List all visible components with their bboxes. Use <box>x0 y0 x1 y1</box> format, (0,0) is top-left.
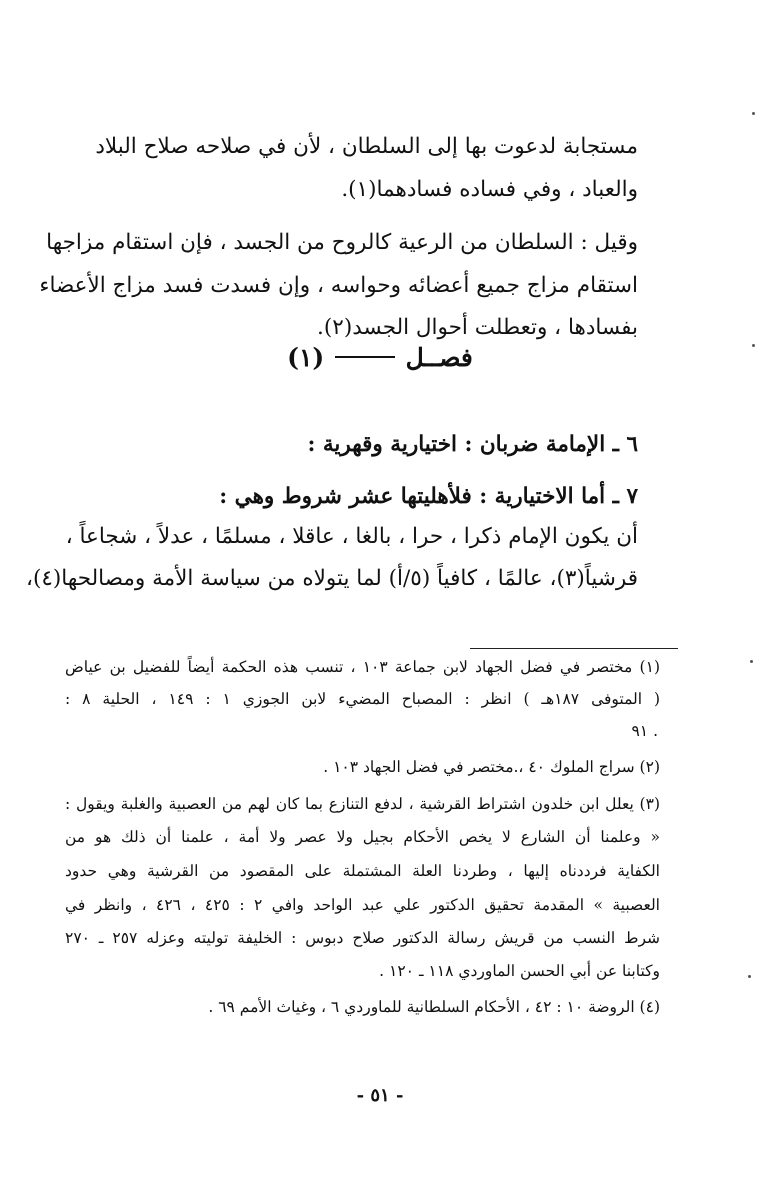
heading-underline <box>335 356 395 358</box>
section-heading-word: فصــل <box>405 343 473 372</box>
footnote-3-line-3: الكفاية فرددناه إليها ، وطردنا العلة المشتملة على المقصود من القرشية وهي حدود <box>65 862 660 880</box>
scan-speck <box>752 344 755 347</box>
paragraph-2-line-3: بفسادها ، وتعطلت أحوال الجسد(٢). <box>317 315 638 340</box>
item-7-line-3: قرشياً(٣)، عالمًا ، كافياً (٥/أ) لما يتولاه من سياسة الأمة ومصالحها(٤)، <box>26 566 638 591</box>
footnote-1-line-3: ٩١ . <box>631 722 658 740</box>
item-7-line-2: أن يكون الإمام ذكرا ، حرا ، بالغا ، عاقلا ، مسلمًا ، عدلاً ، شجاعاً ، <box>65 524 638 549</box>
paragraph-2-line-1: وقيل : السلطان من الرعية كالروح من الجسد ، فإن استقام مزاجها <box>46 230 638 255</box>
item-7: ٧ ـ أما الاختيارية : فلأهليتها عشر شروط وهي : <box>219 484 638 509</box>
paragraph-2-line-2: استقام مزاج جميع أعضائه وحواسه ، وإن فسدت فسد مزاج الأعضاء <box>39 273 638 298</box>
section-heading <box>0 343 760 372</box>
footnote-separator <box>470 648 678 649</box>
footnote-2-line-1: (٢) سراج الملوك ٤٠ ،.مختصر في فضل الجهاد ١٠٣ . <box>323 758 660 776</box>
footnote-3-line-1: (٣) يعلل ابن خلدون اشتراط القرشية ، لدفع التنازع بما كان لهم من العصبية والغلبة ويقول : <box>65 795 660 813</box>
footnote-3-line-2: « وعلمنا أن الشارع لا يخص الأحكام بجيل ولا عصر ولا أمة ، علمنا أن ذلك هو من <box>65 828 660 846</box>
footnote-3-line-6: وكتابنا عن أبي الحسن الماوردي ١١٨ ـ ١٢٠ . <box>379 962 660 980</box>
footnote-3-line-5: شرط النسب من قريش رسالة الدكتور صلاح دبوس : الخليفة توليته وعزله ٢٥٧ ـ ٢٧٠ <box>65 929 660 947</box>
footnote-1-line-2: ( المتوفى ١٨٧هـ ) انظر : المصباح المضيء لابن الجوزي ١ : ١٤٩ ، الحلية ٨ : <box>65 690 661 708</box>
footnote-3-line-4: العصبية » المقدمة تحقيق الدكتور علي عبد الواحد وافي ٢ : ٤٢٥ ، ٤٢٦ ، وانظر في <box>65 896 660 914</box>
paragraph-1-line-1: مستجابة لدعوت بها إلى السلطان ، لأن في صلاحه صلاح البلاد <box>95 134 638 159</box>
section-heading-number: (١) <box>287 343 325 372</box>
scan-speck <box>752 112 755 115</box>
scan-speck <box>748 975 751 978</box>
scan-speck <box>750 660 753 663</box>
footnote-4-line-1: (٤) الروضة ١٠ : ٤٢ ، الأحكام السلطانية للماوردي ٦ ، وغياث الأمم ٦٩ . <box>208 998 660 1016</box>
footnote-1-line-1: (١) مختصر في فضل الجهاد لابن جماعة ١٠٣ ، تنسب هذه الحكمة أيضاً للفضيل بن عياض <box>65 658 660 676</box>
page-number: - ٥١ - <box>356 1085 404 1106</box>
item-6: ٦ ـ الإمامة ضربان : اختيارية وقهرية : <box>307 432 638 457</box>
paragraph-1-line-2: والعباد ، وفي فساده فسادهما(١). <box>341 177 638 202</box>
